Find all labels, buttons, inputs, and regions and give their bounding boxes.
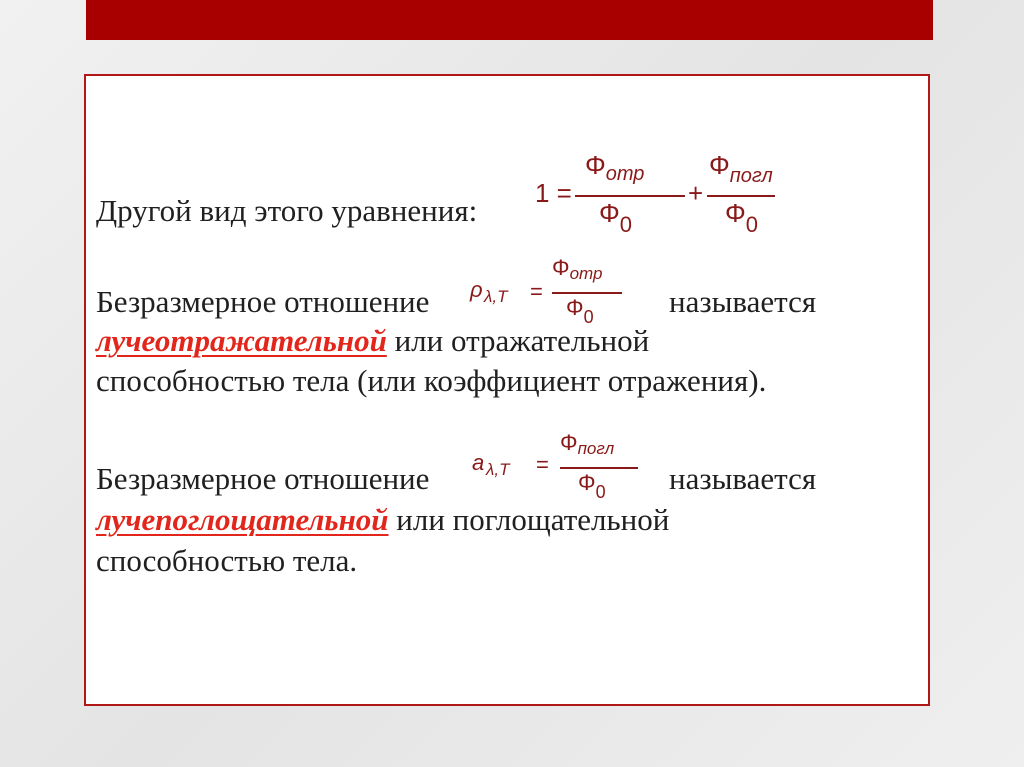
formula2-den-sub: 0 xyxy=(583,307,594,327)
formula3-fraction xyxy=(560,430,638,505)
formula1-den2-sub: 0 xyxy=(745,212,758,237)
formula2-fraction xyxy=(552,255,622,330)
formula1-num1-sub: отр xyxy=(605,163,645,185)
formula2-num-base: Φ xyxy=(552,255,570,280)
para3-line3: способностью тела. xyxy=(96,543,358,578)
para3-prefix: Безразмерное отношение xyxy=(96,461,430,496)
formula1-fraction-reflected xyxy=(575,150,685,245)
formula1-num1-base: Φ xyxy=(585,150,606,180)
formula1-den2-base: Φ xyxy=(725,198,746,228)
formula1-den1-base: Φ xyxy=(599,198,620,228)
para2-prefix: Безразмерное отношение xyxy=(96,284,430,319)
formula2-symbol-sub: λ,T xyxy=(484,287,508,306)
formula2-symbol: ρ xyxy=(470,277,483,302)
para2-after-highlight: или отражательной xyxy=(386,323,650,358)
para2-line3: способностью тела (или коэффициент отражения). xyxy=(96,363,767,398)
formula1-den1-sub: 0 xyxy=(619,212,632,237)
para3-suffix: называется xyxy=(669,461,817,496)
formula1-fraction-line-2 xyxy=(707,195,775,197)
para3-after-highlight: или поглощательной xyxy=(388,502,670,537)
formula3-symbol: a xyxy=(472,450,485,475)
formula3-symbol-sub: λ,T xyxy=(486,460,510,479)
formula1-num2-sub: погл xyxy=(729,165,773,187)
formula1-fraction-line-1 xyxy=(575,195,685,197)
equation-intro-text: Другой вид этого уравнения: xyxy=(96,193,478,228)
formula1-fraction-absorbed xyxy=(707,150,775,245)
formula-energy-balance xyxy=(535,150,775,245)
formula3-equals: = xyxy=(536,452,549,477)
formula2-den-base: Φ xyxy=(566,295,584,320)
term-reflectivity: лучеотражательной xyxy=(96,323,387,358)
formula2-fraction-line xyxy=(552,292,622,294)
formula3-den-sub: 0 xyxy=(595,482,606,502)
para3-line2 xyxy=(96,500,669,540)
formula2-equals: = xyxy=(530,279,543,304)
formula3-num-sub: погл xyxy=(577,439,615,458)
para2-line2 xyxy=(96,321,649,361)
formula1-lhs: 1 = xyxy=(535,178,572,208)
formula-absorptivity xyxy=(470,430,640,505)
formula2-num-sub: отр xyxy=(569,264,603,283)
formula3-fraction-line xyxy=(560,467,638,469)
formula3-num-base: Φ xyxy=(560,430,578,455)
para2-suffix: называется xyxy=(669,284,817,319)
formula1-num2-base: Φ xyxy=(709,150,730,180)
formula3-den-base: Φ xyxy=(578,470,596,495)
title-bar xyxy=(86,0,933,40)
formula1-plus: + xyxy=(688,178,704,208)
formula-reflectivity xyxy=(468,255,628,330)
term-absorptivity: лучепоглощательной xyxy=(96,502,389,537)
